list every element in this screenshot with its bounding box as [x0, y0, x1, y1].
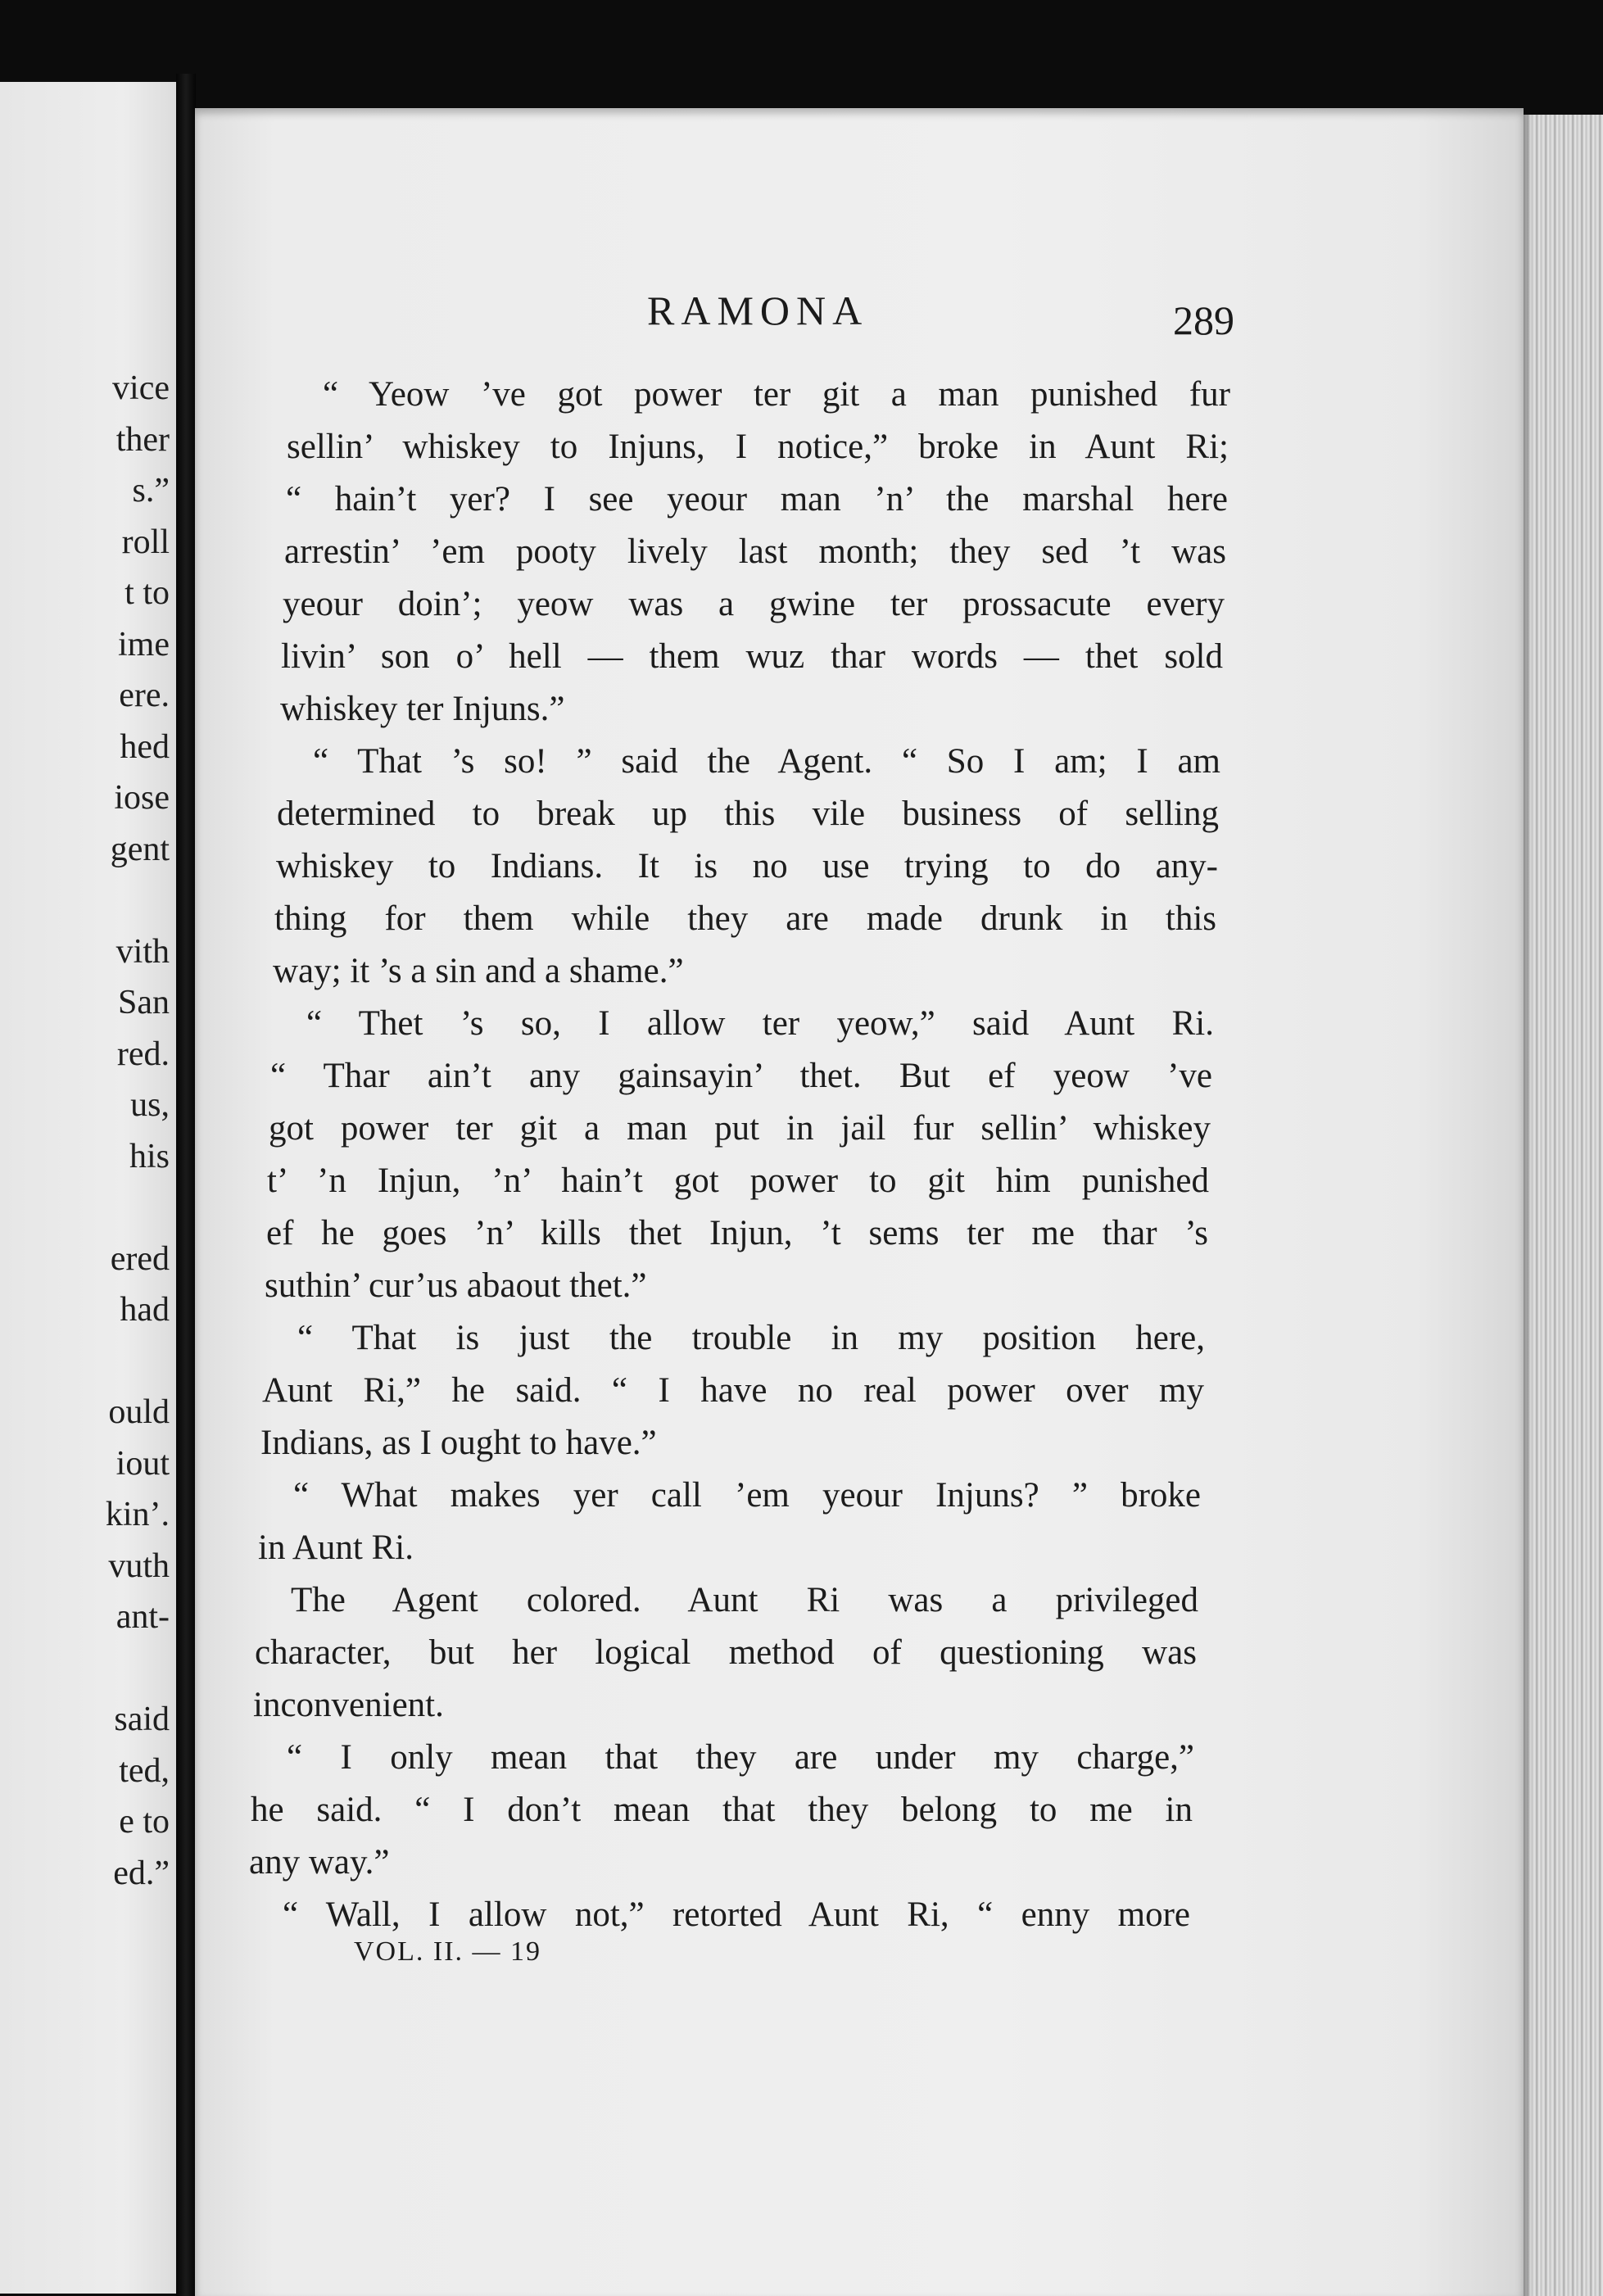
text-line: The Agent colored. Aunt Ri was a privileged	[291, 1581, 1198, 1619]
text-line: “ Thet ’s so, I allow ter yeow,” said Aunt Ri.	[306, 1004, 1214, 1043]
left-page-fragment: vice	[112, 369, 170, 407]
text-line: “ That is just the trouble in my position here,	[297, 1319, 1205, 1357]
page-edges	[1524, 115, 1603, 2296]
left-page-fragment: us,	[130, 1086, 170, 1124]
text-line: “ Wall, I allow not,” retorted Aunt Ri, “ enny more	[283, 1895, 1190, 1934]
text-line: “ hain’t yer? I see yeour man ’n’ the marshal here	[286, 480, 1228, 519]
text-line: suthin’ cur’us abaout thet.”	[265, 1266, 647, 1305]
left-page-fragment: vuth	[108, 1547, 170, 1585]
page-number: 289	[1173, 297, 1234, 343]
text-line: he said. “ I don’t mean that they belong to me in	[251, 1791, 1193, 1829]
text-line: Indians, as I ought to have.”	[260, 1424, 657, 1462]
binding-gutter	[176, 74, 196, 2296]
left-page-fragment: gent	[110, 831, 170, 868]
top-shadow	[195, 0, 1603, 115]
text-line: sellin’ whiskey to Injuns, I notice,” broke in Aunt Ri;	[287, 428, 1229, 466]
left-page-fragment: vith	[115, 933, 170, 971]
left-page-fragment: iout	[115, 1445, 170, 1483]
text-line: determined to break up this vile business of selling	[277, 795, 1219, 833]
text-line: any way.”	[249, 1843, 390, 1882]
left-page-fragment: ime	[118, 626, 170, 663]
text-line: got power ter git a man put in jail fur sellin’ whiskey	[269, 1109, 1211, 1148]
left-facing-page	[0, 82, 176, 2294]
left-page-fragment: his	[129, 1138, 170, 1175]
text-line: way; it ’s a sin and a shame.”	[273, 952, 684, 990]
text-line: arrestin’ ’em pooty lively last month; they sed ’t was	[284, 532, 1226, 571]
left-page-fragment: ere.	[119, 677, 170, 714]
left-page-fragment: ther	[115, 421, 170, 459]
left-page-fragment: ted,	[119, 1752, 170, 1790]
text-line: “ What makes yer call ’em yeour Injuns? ” broke	[293, 1476, 1201, 1515]
left-page-fragment: e to	[119, 1803, 170, 1841]
left-page-fragment: said	[114, 1700, 170, 1738]
text-line: inconvenient.	[253, 1686, 444, 1724]
left-page-fragment: ant-	[115, 1598, 170, 1636]
left-page-fragment: ered	[110, 1240, 170, 1278]
left-page-fragment: ed.”	[113, 1854, 170, 1892]
text-line: “ Yeow ’ve got power ter git a man punished fur	[323, 375, 1230, 414]
text-line: “ Thar ain’t any gainsayin’ thet. But ef yeow ’ve	[270, 1057, 1212, 1095]
text-line: character, but her logical method of questioning was	[255, 1633, 1197, 1672]
left-page-fragment: red.	[116, 1035, 170, 1073]
signature-mark: VOL. II. — 19	[354, 1936, 542, 1967]
text-line: livin’ son o’ hell — them wuz thar words — thet sold	[281, 637, 1223, 676]
text-line: whiskey to Indians. It is no use trying to do any-	[276, 847, 1218, 885]
text-line: thing for them while they are made drunk in this	[274, 899, 1216, 938]
text-line: “ That ’s so! ” said the Agent. “ So I am; I am	[313, 742, 1220, 781]
left-page-fragment: hed	[120, 728, 170, 766]
left-page-fragment: t to	[125, 574, 170, 612]
text-line: Aunt Ri,” he said. “ I have no real power over my	[262, 1371, 1204, 1410]
left-page-fragment: had	[120, 1291, 170, 1329]
left-page-fragment: iose	[114, 779, 170, 817]
text-line: t’ ’n Injun, ’n’ hain’t got power to git him punished	[267, 1162, 1209, 1200]
text-line: “ I only mean that they are under my charge,”	[287, 1738, 1194, 1777]
left-page-fragment: kin’.	[105, 1496, 170, 1533]
text-line: whiskey ter Injuns.”	[280, 690, 565, 728]
text-line: yeour doin’; yeow was a gwine ter prossacute every	[283, 585, 1225, 623]
left-page-fragment: San	[118, 984, 170, 1021]
left-page-fragment: ould	[108, 1393, 170, 1431]
left-page-fragment: roll	[121, 523, 170, 561]
left-page-fragment: s.”	[132, 472, 170, 509]
text-line: ef he goes ’n’ kills thet Injun, ’t sems ter me thar ’s	[266, 1214, 1208, 1252]
text-line: in Aunt Ri.	[258, 1528, 414, 1567]
running-head: RAMONA	[647, 288, 869, 333]
